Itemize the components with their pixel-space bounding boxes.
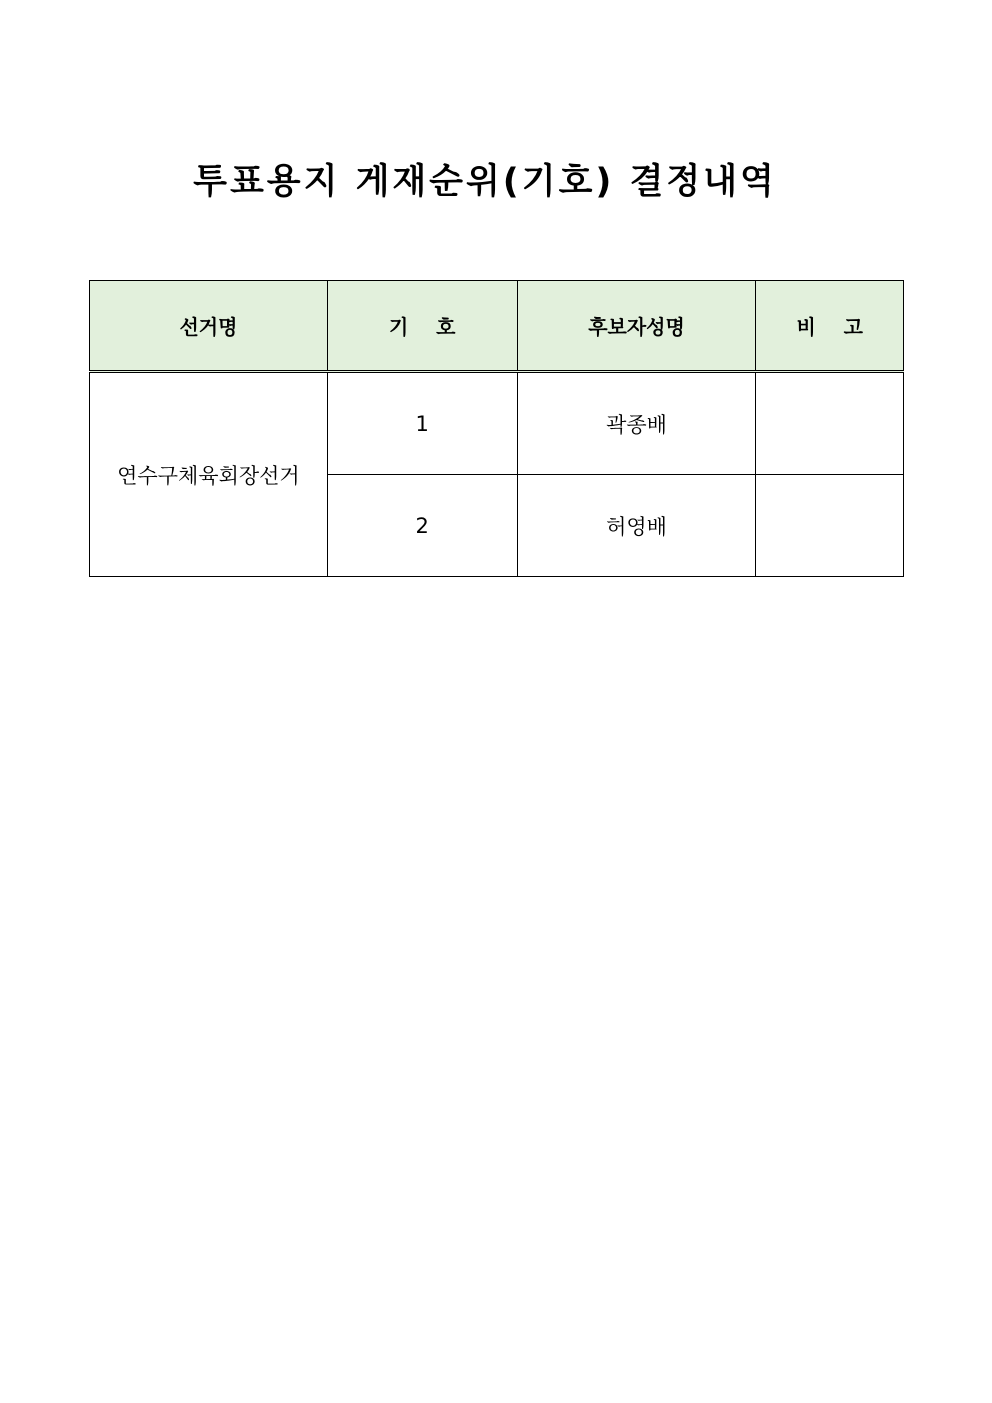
remark-cell xyxy=(756,372,904,475)
ballot-number-cell: 1 xyxy=(327,372,517,475)
remark-cell xyxy=(756,475,904,577)
header-candidate-name: 후보자성명 xyxy=(517,281,756,372)
header-election-name: 선거명 xyxy=(90,281,328,372)
document-title: 투표용지 게재순위(기호) 결정내역 xyxy=(193,162,777,203)
candidate-name-cell: 곽종배 xyxy=(517,372,756,475)
header-remark: 비 고 xyxy=(756,281,904,372)
table-body xyxy=(90,372,904,577)
ballot-order-table xyxy=(89,280,904,577)
table-header xyxy=(90,281,904,372)
header-ballot-number: 기 호 xyxy=(327,281,517,372)
table-row xyxy=(90,372,904,475)
candidate-name-cell: 허영배 xyxy=(517,475,756,577)
election-name-cell: 연수구체육회장선거 xyxy=(90,372,328,577)
header-row xyxy=(90,281,904,372)
ballot-number-cell: 2 xyxy=(327,475,517,577)
